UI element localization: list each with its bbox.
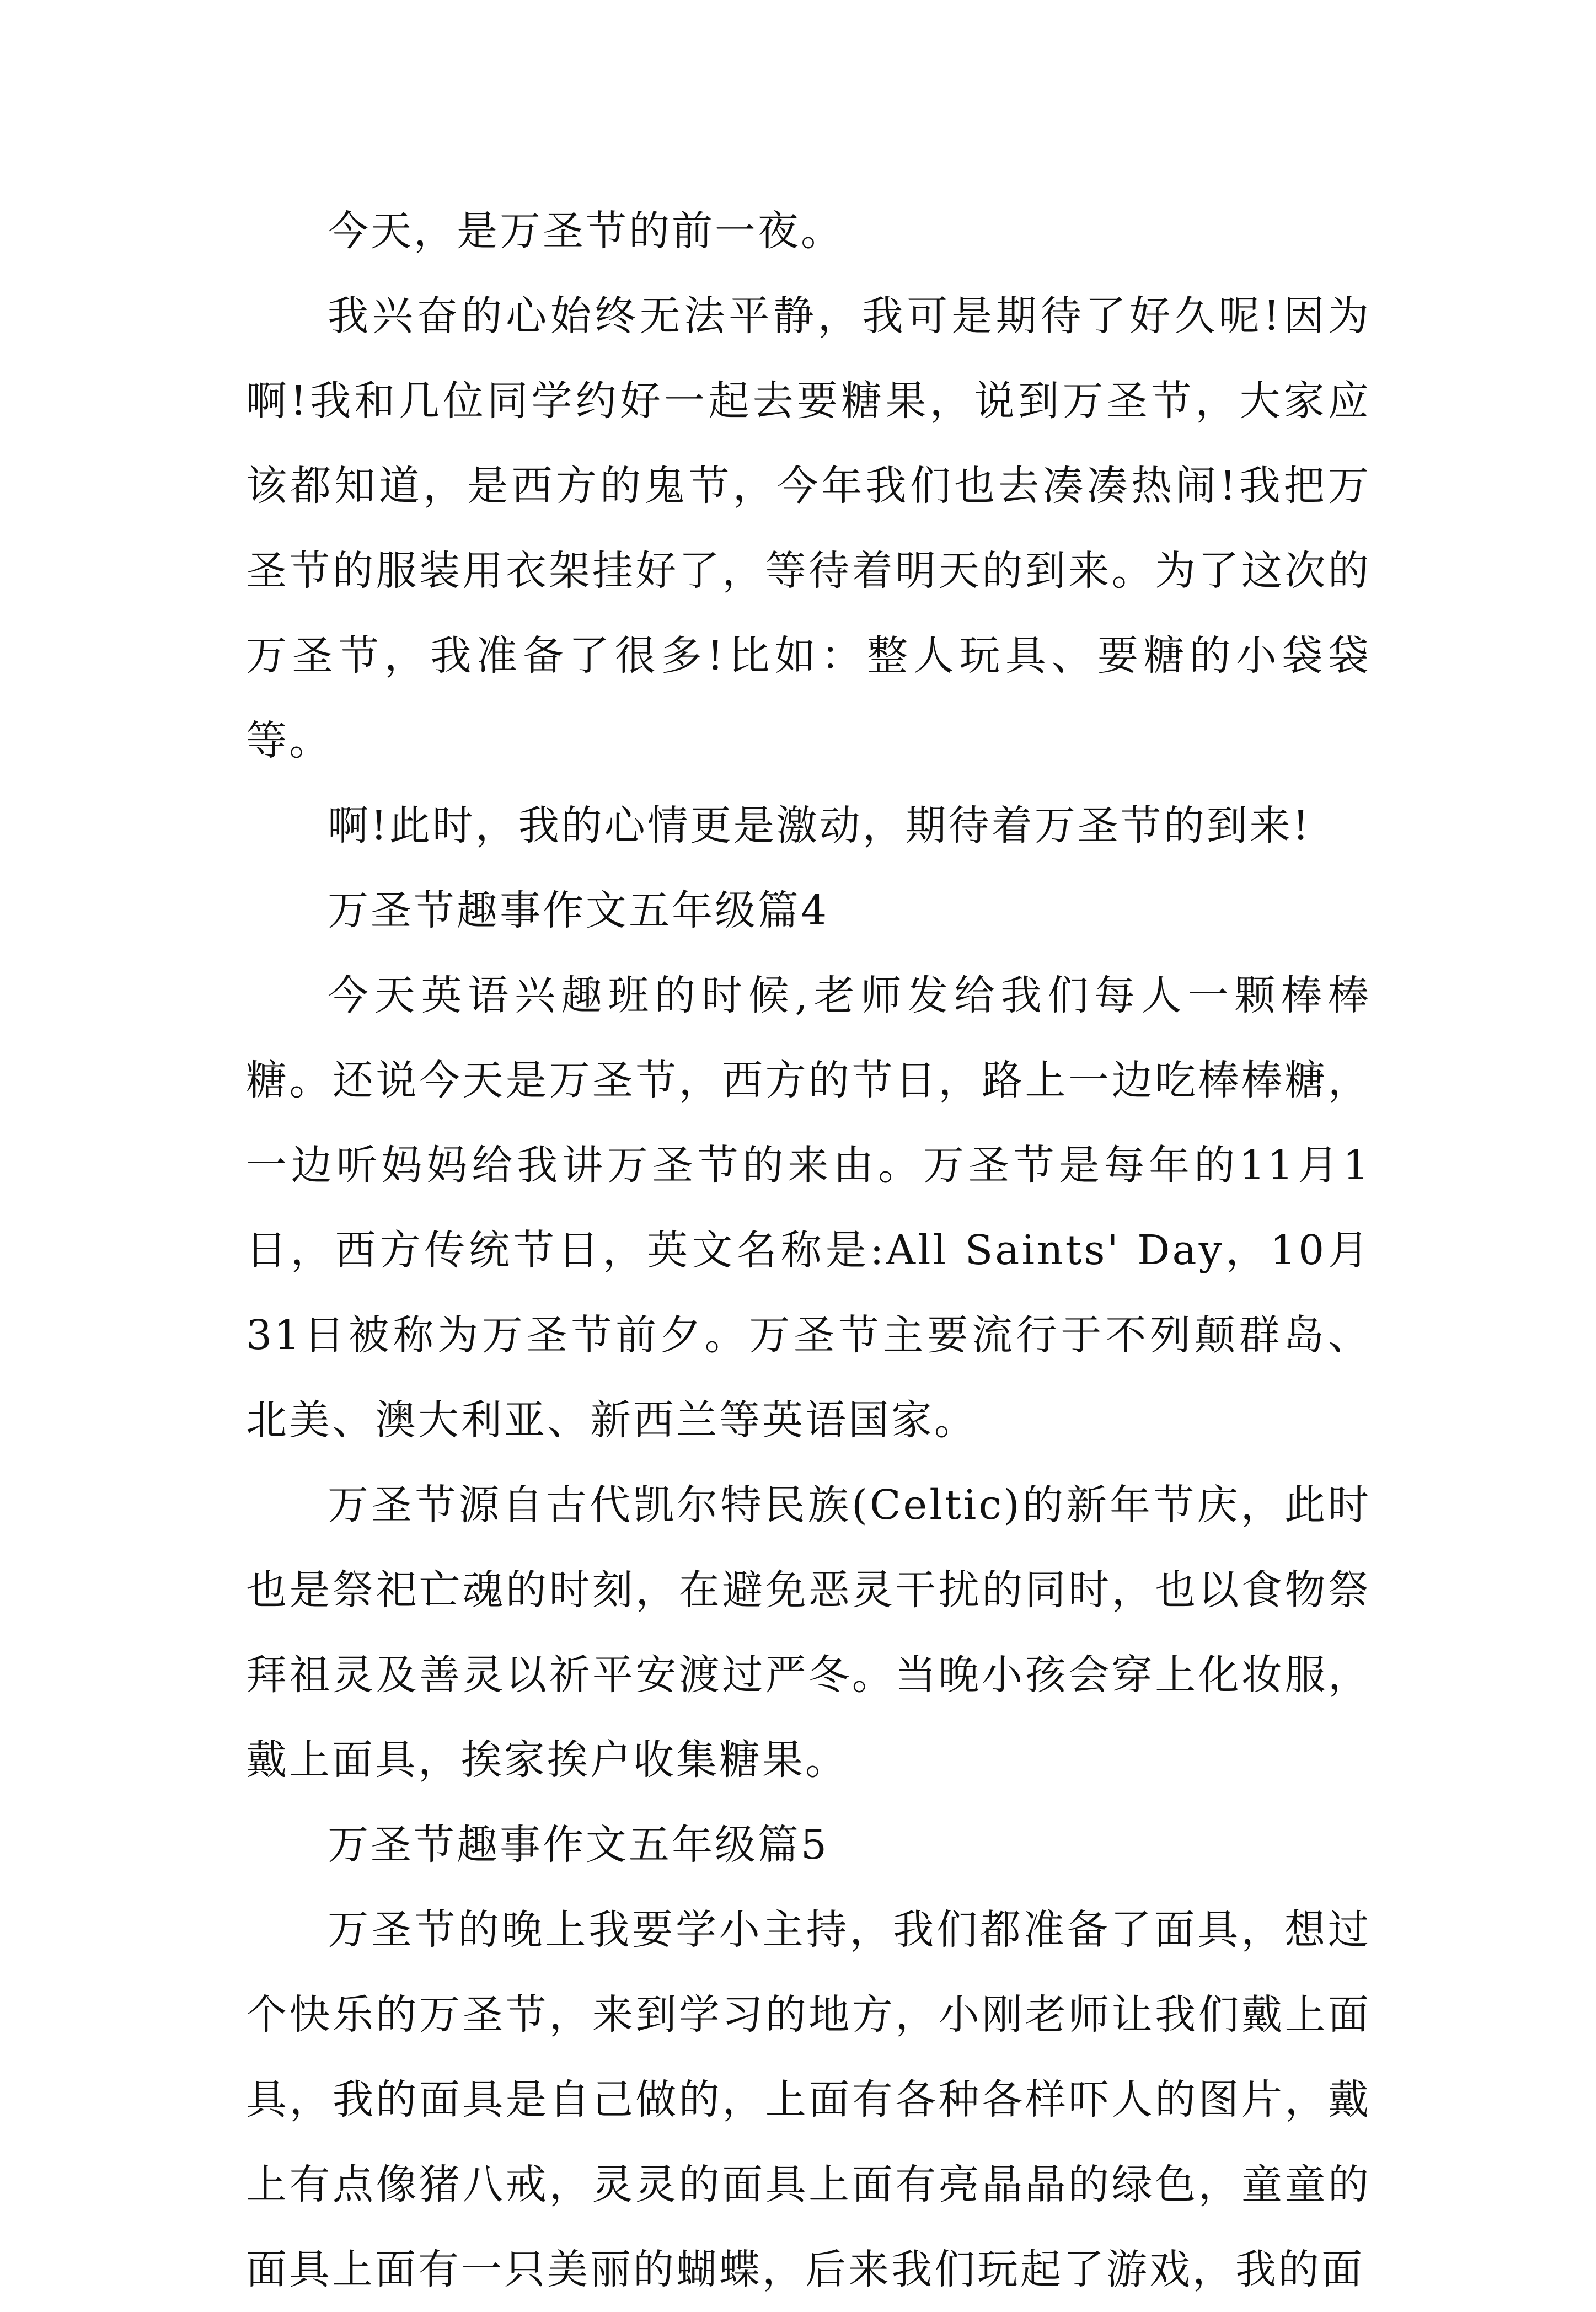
- paragraph-6: 万圣节源自古代凯尔特民族(Celtic)的新年节庆，此时也是祭祀亡魂的时刻，在避免恶灵干扰的同时，也以食物祭拜祖灵及善灵以祈平安渡过严冬。当晚小孩会穿上化妆服，戴上面具，挨家挨户收集糖果。: [246, 1481, 1371, 1784]
- paragraph-3: 啊!此时，我的心情更是激动，期待着万圣节的到来!: [328, 802, 1311, 849]
- section-heading-4: 万圣节趣事作文五年级篇4: [328, 887, 829, 934]
- paragraph-1: 今天，是万圣节的前一夜。: [328, 207, 844, 255]
- section-heading-5: 万圣节趣事作文五年级篇5: [328, 1821, 829, 1869]
- paragraph-8: 万圣节的晚上我要学小主持，我们都准备了面具，想过个快乐的万圣节，来到学习的地方，小刚老师让我们戴上面具，我的面具是自己做的，上面有各种各样吓人的图片，戴上有点像猪八戒，灵灵的面具上面有亮晶晶的绿色，童童的面具上面有一只美丽的蝴蝶，后来我们玩起了游戏，我的面: [246, 1906, 1371, 2293]
- paragraph-5: 今天英语兴趣班的时候,老师发给我们每人一颗棒棒糖。还说今天是万圣节，西方的节日，路上一边吃棒棒糖，一边听妈妈给我讲万圣节的来由。万圣节是每年的11月1日，西方传统节日，英文名称是:All Saints' Day，10月31日被称为万圣节前夕。万圣节主要流行于不列颠群岛、北美、澳大利亚、新西兰等英语国家。: [246, 972, 1371, 1444]
- article-body: [246, 189, 1371, 2312]
- paragraph-2: 我兴奋的心始终无法平静，我可是期待了好久呢!因为啊!我和几位同学约好一起去要糖果，说到万圣节，大家应该都知道，是西方的鬼节，今年我们也去凑凑热闹!我把万圣节的服装用衣架挂好了，等待着明天的到来。为了这次的万圣节，我准备了很多!比如：整人玩具、要糖的小袋袋等。: [246, 292, 1371, 764]
